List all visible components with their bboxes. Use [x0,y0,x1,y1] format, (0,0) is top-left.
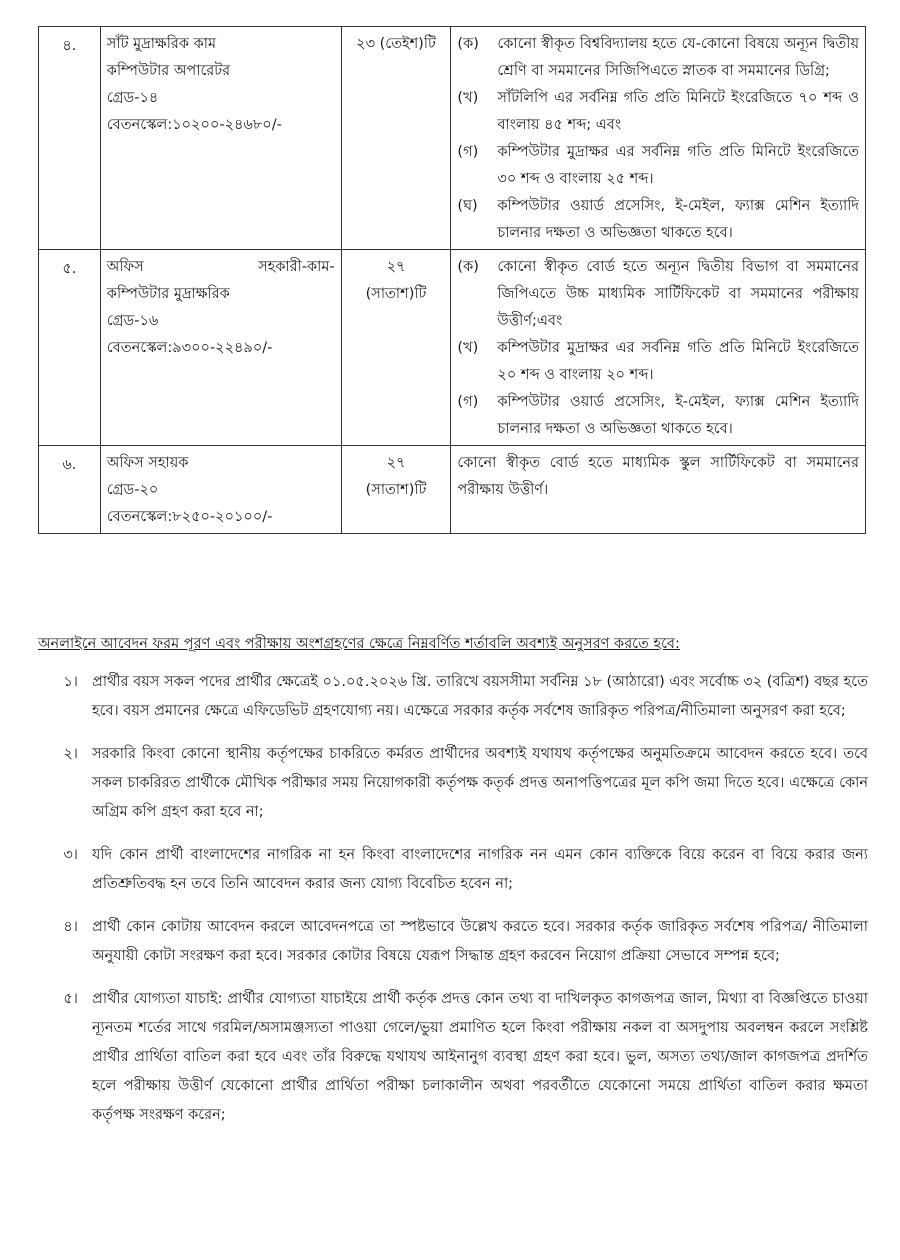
post-pay-scale: বেতনস্কেল:১০২০০-২৪৬৮০/- [106,117,282,133]
posts-table [38,26,866,534]
qualification-item [457,139,859,193]
condition-number: ২। [63,746,78,762]
post-pay-scale: বেতনস্কেল:৯৩০০-২২৪৯০/- [106,340,273,356]
post-serial: ৫. [62,261,77,277]
post-name-line: অফিস সহকারী-কাম- [106,259,335,275]
qualification-text: কম্পিউটার ওয়ার্ড প্রসেসিং, ই-মেইল, ফ্যাক্স মেশিন ইত্যাদি চালনার দক্ষতা ও অভিজ্ঞতা থাকতে হবে। [497,198,859,241]
qualification-text: কোনো স্বীকৃত বোর্ড হতে অন্যূন দ্বিতীয় বিভাগ বা সমমানের জিপিএতে উচ্চ মাধ্যমিক সার্টিফিকেট বা সমমানের পরীক্ষায় উত্তীর্ণ;এবং [497,259,859,329]
condition-text: প্রার্থীর বয়স সকল পদের প্রার্থীর ক্ষেত্রেই ০১.০৫.২০২৬ খ্রি. তারিখে বয়সসীমা সর্বনিম্ন ১৮ (আঠারো) এবং সর্বোচ্চ ৩২ (বত্রিশ) বছর হতে হবে। বয়স প্রমানের ক্ষেত্রে এফিডেভিট গ্রহণযোগ্য নয়। এক্ষেত্রে সরকার কর্তৃক সর্বশেষ জারিকৃত পরিপত্র/নীতিমালা অনুসরণ করা হবে; [92,674,868,719]
post-grade: গ্রেড-২০ [106,482,159,498]
qualification-text: সাঁটলিপি এর সর্বনিম্ন গতি প্রতি মিনিটে ইংরেজিতে ৭০ শব্দ ও বাংলায় ৪৫ শব্দ; এবং [497,90,859,133]
post-count-cell [341,250,451,446]
condition-item [38,985,868,1130]
post-count: ২৭ [386,259,406,275]
qualification-item [457,193,859,247]
qualification-item [457,254,859,335]
post-row [39,250,866,446]
qualification-text: কোনো স্বীকৃত বিশ্ববিদ্যালয় হতে যে-কোনো বিষয়ে অন্যূন দ্বিতীয় শ্রেণি বা সমমানের সিজিপিএতে স্নাতক বা সমমানের ডিগ্রি; [497,36,859,79]
condition-text: প্রার্থীর যোগ্যতা যাচাই: প্রার্থীর যোগ্যতা যাচাইয়ে প্রার্থী কর্তৃক প্রদত্ত কোন তথ্য বা দাখিলকৃত কাগজপত্র জাল, মিথ্যা বা বিজ্ঞপ্তিতে চাওয়া ন্যূনতম শর্তের সাথে গরমিল/অসামঞ্জস্যতা পাওয়া গেলে/ভুয়া প্রমাণিত হলে কিংবা পরীক্ষায় নকল বা অসদুপায় অবলম্বন করলে সংশ্লিষ্ট প্রার্থীর প্রার্থিতা বাতিল করা হবে এবং তাঁর বিরুদ্ধে যথাযথ আইনানুগ ব্যবস্থা গ্রহণ করা হবে। ভুল, অসত্য তথ্য/জাল কাগজপত্র প্রদর্শিত হলে পরীক্ষায় উত্তীর্ণ যেকোনো প্রার্থীর প্রার্থিতা পরীক্ষা চলাকালীন অথবা পরবর্তীতে যেকোনো সময়ে প্রার্থিতা বাতিল করার ক্ষমতা কর্তৃপক্ষ সংরক্ষণ করেন; [92,991,868,1123]
post-serial-cell [39,446,101,534]
condition-item [38,913,868,971]
qualification-marker: (ক) [457,259,479,275]
qualification-marker: (খ) [457,340,479,356]
post-name-line: সাঁট মুদ্রাক্ষরিক কাম [106,36,217,52]
conditions-list [38,668,868,1144]
post-name-cell [100,27,341,250]
condition-text: প্রার্থী কোন কোটায় আবেদন করলে আবেদনপত্রে তা স্পষ্টভাবে উল্লেখ করতে হবে। সরকার কর্তৃক জারিকৃত সর্বশেষ পরিপত্র/ নীতিমালা অনুযায়ী কোটা সংরক্ষণ করা হবে। সরকার কোটার বিষয়ে যেরূপ সিদ্ধান্ত গ্রহণ করবেন নিয়োগ প্রক্রিয়া সেভাবে সম্পন্ন হবে; [92,919,868,964]
condition-item [38,740,868,827]
post-name-line: অফিস সহায়ক [106,455,189,471]
post-count-cell [341,446,451,534]
qualification-item [457,335,859,389]
post-name-cell [100,250,341,446]
qualification-text: কম্পিউটার ওয়ার্ড প্রসেসিং, ই-মেইল, ফ্যাক্স মেশিন ইত্যাদি চালনার দক্ষতা ও অভিজ্ঞতা থাকতে হবে। [497,394,859,437]
qualification-marker: (গ) [457,394,479,410]
post-name-line: কম্পিউটার অপারেটর [106,63,231,79]
qualification-item [457,85,859,139]
post-grade: গ্রেড-১৬ [106,313,159,329]
qualification-marker: (খ) [457,90,479,106]
post-count-cell [341,27,451,250]
post-row [39,27,866,250]
post-serial: ৬. [62,457,77,473]
posts-table-body [39,27,866,534]
post-serial-cell [39,27,101,250]
post-row [39,446,866,534]
qualification-item [457,450,859,504]
post-serial-cell [39,250,101,446]
condition-number: ৪। [63,919,78,935]
condition-item [38,668,868,726]
qualification-marker: (গ) [457,144,479,160]
post-grade: গ্রেড-১৪ [106,90,159,106]
post-qualification-cell [451,446,866,534]
qualification-marker: (ঘ) [457,198,478,214]
post-count: (সাতাশ)টি [365,286,427,302]
post-qualification-cell [451,27,866,250]
post-qualification-cell [451,250,866,446]
qualification-text: কোনো স্বীকৃত বোর্ড হতে মাধ্যমিক স্কুল সার্টিফিকেট বা সমমানের পরীক্ষায় উত্তীর্ণ। [457,455,859,498]
condition-item [38,841,868,899]
condition-text: সরকারি কিংবা কোনো স্থানীয় কর্তৃপক্ষের চাকরিতে কর্মরত প্রার্থীদের অবশ্যই যথাযথ কর্তৃপক্ষের অনুমতিক্রমে আবেদন করতে হবে। তবে সকল চাকরিরত প্রার্থীকে মৌখিক পরীক্ষার সময় নিয়োগকারী কর্তৃপক্ষ কতৃর্ক প্রদত্ত অনাপত্তিপত্রের মূল কপি জমা দিতে হবে। এক্ষেত্রে কোন অগ্রিম কপি গ্রহণ করা হবে না; [92,746,868,820]
qualification-item [457,389,859,443]
qualification-marker: (ক) [457,36,479,52]
post-count: ২৭ [386,455,406,471]
qualification-item [457,31,859,85]
qualification-text: কম্পিউটার মুদ্রাক্ষর এর সর্বনিম্ন গতি প্রতি মিনিটে ইংরেজিতে ২০ শব্দ ও বাংলায় ২০ শব্দ। [497,340,859,383]
post-pay-scale: বেতনস্কেল:৮২৫০-২০১০০/- [106,509,273,525]
post-count: (সাতাশ)টি [365,482,427,498]
condition-number: ৫। [63,991,78,1007]
conditions-heading: অনলাইনে আবেদন ফরম পূরণ এবং পরীক্ষায় অংশগ্রহণের ক্ষেত্রে নিম্নবর্ণিত শর্তাবলি অবশ্যই অনুসরণ করতে হবে: [38,636,680,652]
qualification-text: কম্পিউটার মুদ্রাক্ষর এর সর্বনিম্ন গতি প্রতি মিনিটে ইংরেজিতে ৩০ শব্দ ও বাংলায় ২৫ শব্দ। [497,144,859,187]
post-name-cell [100,446,341,534]
post-serial: ৪. [62,38,77,54]
condition-text: যদি কোন প্রার্থী বাংলাদেশের নাগরিক না হন কিংবা বাংলাদেশের নাগরিক নন এমন কোন ব্যক্তিকে বিয়ে করেন বা বিয়ে করার জন্য প্রতিশ্রুতিবদ্ধ হন তবে তিনি আবেদন করার জন্য যোগ্য বিবেচিত হবেন না; [92,847,868,892]
post-count: ২৩ (তেইশ)টি [356,36,436,52]
condition-number: ১। [63,674,78,690]
condition-number: ৩। [63,847,78,863]
post-name-line: কম্পিউটার মুদ্রাক্ষরিক [106,286,230,302]
